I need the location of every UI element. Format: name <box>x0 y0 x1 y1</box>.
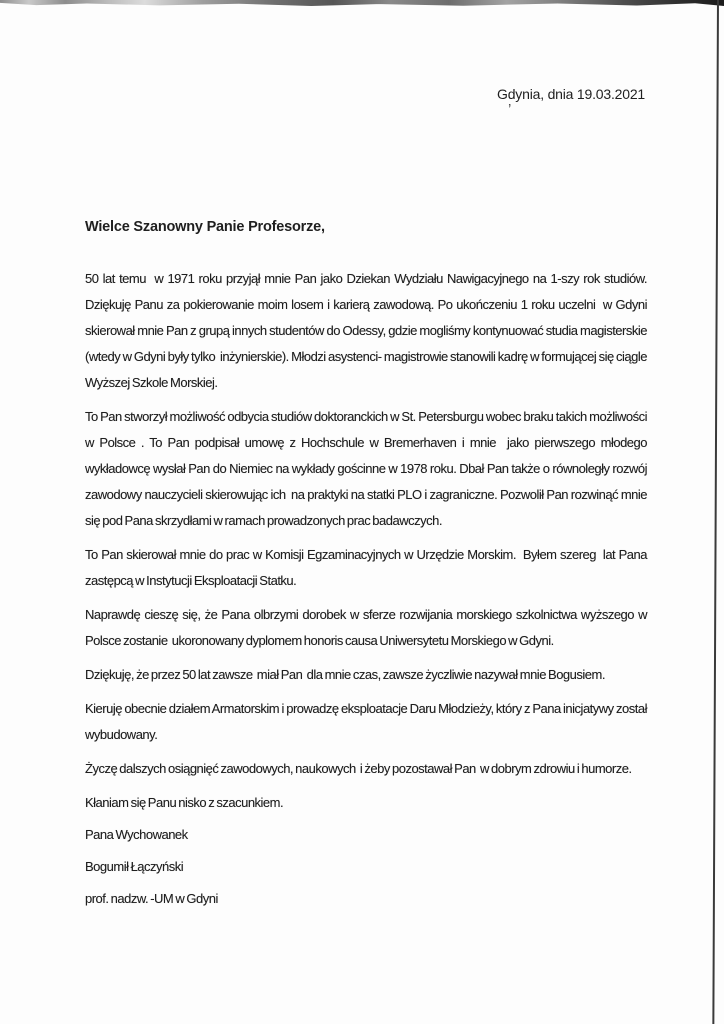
scan-artifact-right-edge <box>712 0 719 1024</box>
closing-line-role: Pana Wychowanek <box>85 827 188 842</box>
closing-line-signature-name: Bogumił Łączyński <box>85 859 184 874</box>
date-line: Gdynia, dnia 19.03.2021 <box>497 86 645 102</box>
letter-paragraph: Życzę dalszych osiągnięć zawodowych, naukowych i żeby pozostawał Pan w dobrym zdrowiu i humorze. <box>85 761 632 776</box>
letter-paragraph: 50 lat temu w 1971 roku przyjął mnie Pan jako Dziekan Wydziału Nawigacyjnego na 1-szy rok studiów. Dziękuję Panu za pokierowanie moim losem i karierą zawodową. Po ukończeniu 1 roku uczelni w Gdyni skierował mnie Pan z grupą innych studentów do Odessy, gdzie mogliśmy kontynuować studia magisterskie (wtedy w Gdyni były tylko inżynierskie). Młodzi asystenci- magistrowie stanowili kadrę w formującej się ciągle Wyższej Szkole Morskiej. <box>85 271 650 390</box>
stray-pen-mark: ’ <box>508 101 512 118</box>
letter-paragraph: To Pan skierował mnie do prac w Komisji Egzaminacyjnych w Urzędzie Morskim. Byłem szereg lat Pana zastępcą w Instytucji Eksploatacji Statku. <box>85 547 650 588</box>
closing-line-title: prof. nadzw. -UM w Gdyni <box>85 891 218 906</box>
letter-paragraph: Dziękuję, że przez 50 lat zawsze miał Pan dla mnie czas, zawsze życzliwie nazywał mnie Bogusiem. <box>85 667 605 682</box>
letter-paragraph: Kieruję obecnie działem Armatorskim i prowadzę eksploatacje Daru Młodzieży, który z Pana inicjatywy został wybudowany. <box>85 701 650 742</box>
closing-line-respect: Kłaniam się Panu nisko z szacunkiem. <box>85 795 284 810</box>
letter-body <box>85 266 652 918</box>
scan-artifact-top-edge <box>0 0 724 6</box>
letter-paragraph: Naprawdę cieszę się, że Pana olbrzymi dorobek w sferze rozwijania morskiego szkolnictwa wyższego w Polsce zostanie ukoronowany dyplomem honoris causa Uniwersytetu Morskiego w Gdyni. <box>85 607 650 648</box>
letter-paragraph: To Pan stworzył możliwość odbycia studiów doktoranckich w St. Petersburgu wobec braku takich możliwości w Polsce . To Pan podpisał umowę z Hochschule w Bremerhaven i mnie jako pierwszego młodego wykładowcę wysłał Pan do Niemiec na wykłady gościnne w 1978 roku. Dbał Pan także o równoległy rozwój zawodowy nauczycieli skierowując ich na praktyki na statki PLO i zagraniczne. Pozwolił Pan rozwinąć mnie się pod Pana skrzydłami w ramach prowadzonych prac badawczych. <box>85 409 652 528</box>
salutation: Wielce Szanowny Panie Profesorze, <box>85 219 325 235</box>
